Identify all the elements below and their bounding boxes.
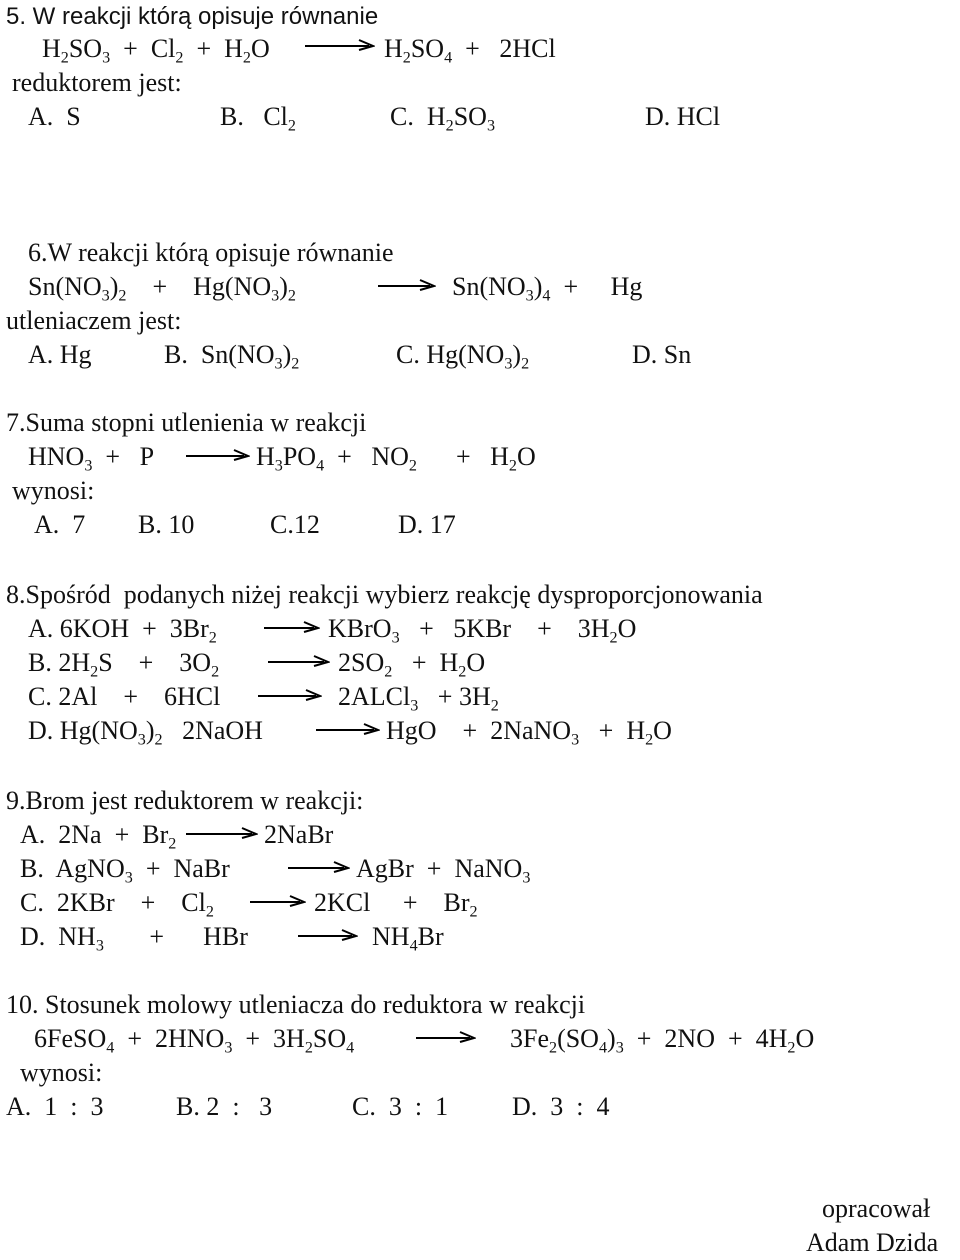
reaction-arrow-icon [376, 274, 436, 294]
q10-answer-d: D. 3 : 4 [512, 1092, 610, 1121]
author-label: opracował [822, 1194, 931, 1223]
q9-option-c-right: 2KCl + $Br_2$ [314, 888, 478, 921]
author-name: Adam Dzida [806, 1228, 939, 1257]
q5-answer-b: B. $Cl_2$ [220, 102, 296, 135]
reaction-arrow-icon [303, 34, 375, 54]
q9-option-b-right: AgBr + NaNO$_3$ [356, 854, 531, 887]
q6-answer-b: B. $Sn(NO_3)_2$ [164, 340, 300, 373]
q10-answer-a: A. 1 : 3 [6, 1092, 104, 1121]
q8-option-d-right: HgO + 2NaNO$_3$ + $H_2O$ [386, 716, 672, 749]
reaction-arrow-icon [262, 616, 320, 636]
reaction-arrow-icon [414, 1026, 476, 1046]
reaction-arrow-icon [256, 684, 322, 704]
q10-equation-right: $3Fe_2(SO_4)_3 + 2NO + 4H_2O$ [510, 1024, 815, 1057]
reaction-arrow-icon [248, 890, 306, 910]
q5-question: reduktorem jest: [12, 68, 182, 97]
reaction-arrow-icon [296, 924, 358, 944]
q9-title: 9.Brom jest reduktorem w reakcji: [6, 786, 364, 815]
q9-option-a-left: A. $2Na + Br_2$ [20, 820, 177, 853]
q10-question: wynosi: [20, 1058, 103, 1087]
q7-equation-left: $HNO_3 + P$ [28, 442, 155, 475]
q8-title: 8.Spośród podanych niżej reakcji wybierz reakcję dysproporcjonowania [6, 580, 763, 609]
q7-title: 7.Suma stopni utlenienia w reakcji [6, 408, 367, 437]
q9-option-b-left: B. AgNO$_3$ + NaBr [20, 854, 230, 887]
q5-answer-a: A. S [28, 102, 81, 131]
q6-question: utleniaczem jest: [6, 306, 182, 335]
q5-answer-c: C. $H_2SO_3$ [390, 102, 495, 135]
q10-answer-c: C. 3 : 1 [352, 1092, 449, 1121]
q8-option-d-left: D. $Hg(NO_3)_2$ 2NaOH [28, 716, 263, 749]
q8-option-c-right: 2ALCl$_3$ + $3H_2$ [338, 682, 499, 715]
q7-answer-a: A. 7 [34, 510, 86, 539]
q8-option-b-right: $2SO_2 + H_2O$ [338, 648, 486, 681]
q9-option-d-left: D. $NH_3$ + HBr [20, 922, 248, 955]
q7-answer-b: B. 10 [138, 510, 195, 539]
reaction-arrow-icon [184, 822, 258, 842]
q5-equation-right: $H_2SO_4 + 2HCl$ [384, 34, 556, 67]
q7-question: wynosi: [12, 476, 95, 505]
q8-option-a-left: A. $6KOH + 3Br_2$ [28, 614, 217, 647]
q8-option-a-right: KBrO$_3$ + 5KBr + $3H_2O$ [328, 614, 637, 647]
q10-equation-left: 6FeSO$_4$ + $2HNO_3 + 3H_2SO_4$ [34, 1024, 355, 1057]
reaction-arrow-icon [266, 650, 330, 670]
q6-answer-c: C. $Hg(NO_3)_2$ [396, 340, 530, 373]
q7-answer-d: D. 17 [398, 510, 456, 539]
q10-answer-b: B. 2 : 3 [176, 1092, 273, 1121]
reaction-arrow-icon [286, 856, 350, 876]
q8-option-c-left: C. 2Al + 6HCl [28, 682, 221, 711]
q6-equation-right: $Sn(NO_3)_4$ + Hg [452, 272, 643, 305]
q5-answer-d: D. HCl [645, 102, 721, 131]
q6-title: 6.W reakcji którą opisuje równanie [28, 238, 394, 267]
q7-equation-right: $H_3PO_4 + NO_2$ + $H_2O$ [256, 442, 536, 475]
q9-option-d-right: $NH_4Br$ [372, 922, 444, 955]
q6-answer-a: A. Hg [28, 340, 92, 369]
q10-title: 10. Stosunek molowy utleniacza do reduktora w reakcji [6, 990, 586, 1019]
q5-equation-left: $H_2SO_3 + Cl_2 + H_2O$ [42, 34, 270, 67]
q7-answer-c: C.12 [270, 510, 320, 539]
q6-answer-d: D. Sn [632, 340, 692, 369]
reaction-arrow-icon [314, 718, 380, 738]
q8-option-b-left: B. $2H_2S$ + $3O_2$ [28, 648, 220, 681]
q6-equation-left: $Sn(NO_3)_2$ + $Hg(NO_3)_2$ [28, 272, 296, 305]
q9-option-a-right: 2NaBr [264, 820, 334, 849]
q5-title: 5. W reakcji którą opisuje równanie [6, 3, 379, 30]
reaction-arrow-icon [184, 444, 250, 464]
q9-option-c-left: C. 2KBr + $Cl_2$ [20, 888, 214, 921]
